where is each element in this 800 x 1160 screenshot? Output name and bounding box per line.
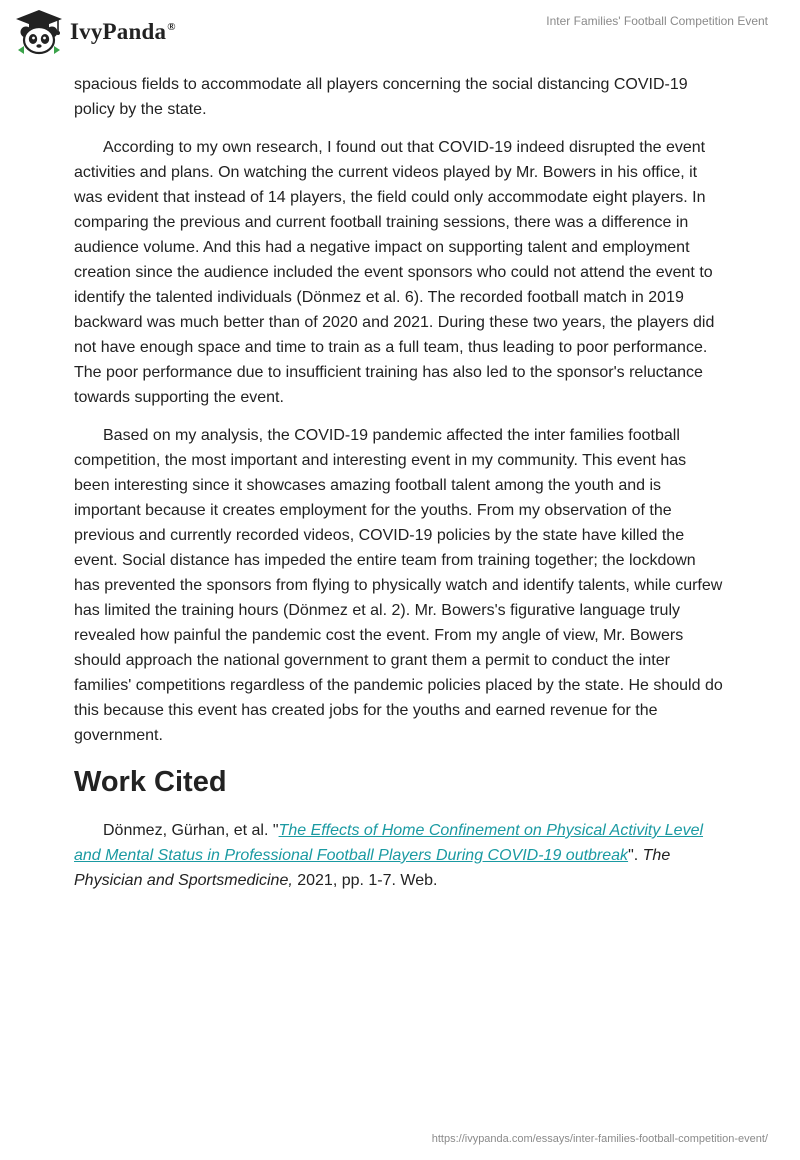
ivypanda-logo[interactable] bbox=[14, 8, 176, 56]
citation-journal: The Physician and Sportsmedicine, bbox=[74, 847, 671, 889]
citation-entry bbox=[74, 818, 724, 893]
panda-graduate-icon bbox=[14, 8, 64, 56]
paragraph-research: According to my own research, I found out that COVID-19 indeed disrupted the event activities and plans. On watching the current videos played by Mr. Bowers in his office, it was evident that instead of 14 players, the field could only accommodate eight players. In comparing the previous and current football training sessions, there was a difference in audience volume. And this had a negative impact on supporting talent and employment creation since the audience included the event sponsors who could not attend the event to identify the talented individuals (Dönmez et al. 6). The recorded football match in 2019 backward was much better than of 2020 and 2021. During these two years, the players did not have enough space and time to train as a full team, thus leading to poor performance. The poor performance due to insufficient training has also led to the sponsor's reluctance towards supporting the event. bbox=[74, 139, 715, 406]
citation-punctuation: ". bbox=[628, 847, 643, 864]
works-cited-heading: Work Cited bbox=[74, 766, 227, 798]
paragraph-analysis: Based on my analysis, the COVID-19 pandemic affected the inter families football competition, the most important and interesting event in my community. This event has been interesting since it showcases amazing football talent among the youth and is important because it creates employment for the youths. From my observation of the previous and currently recorded videos, COVID-19 policies by the state have killed the event. Social distance has impeded the entire team from training together; the lockdown has prevented the sponsors from flying to physically watch and identify talents, while curfew has limited the training hours (Dönmez et al. 2). Mr. Bowers's figurative language truly revealed how painful the pandemic cost the event. From my angle of view, Mr. Bowers should approach the national government to grant them a permit to conduct the inter families' competitions regardless of the pandemic policies placed by the state. He should do this because this event has created jobs for the youths and earned revenue for the government. bbox=[74, 427, 723, 744]
running-title: Inter Families' Football Competition Event bbox=[546, 14, 768, 28]
page-header bbox=[0, 0, 800, 68]
logo-wordmark: IvyPanda® bbox=[70, 19, 176, 44]
essay-content bbox=[74, 72, 724, 906]
citation-authors: Dönmez, Gürhan, et al. " bbox=[103, 822, 279, 839]
citation-title-link[interactable]: The Effects of Home Confinement on Physical Activity Level and Mental Status in Professional Football Players During COVID-19 outbreak bbox=[74, 822, 704, 864]
footer-url[interactable]: https://ivypanda.com/essays/inter-families-football-competition-event/ bbox=[431, 1133, 768, 1145]
paragraph-continuation: spacious fields to accommodate all players concerning the social distancing COVID-19 policy by the state. bbox=[74, 76, 688, 118]
citation-details: 2021, pp. 1-7. Web. bbox=[292, 872, 438, 889]
